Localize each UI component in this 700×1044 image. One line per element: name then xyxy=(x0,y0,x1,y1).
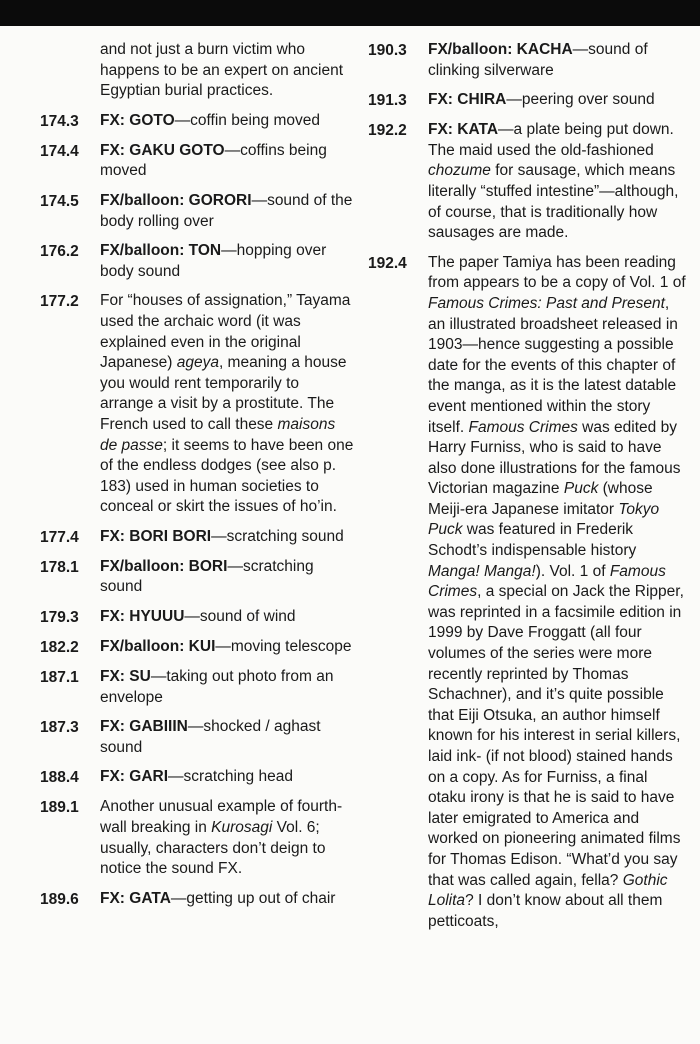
fx-description: a plate being put down. xyxy=(513,121,674,139)
note-177-4 xyxy=(40,527,355,548)
fx-label: FX/balloon: BORI xyxy=(100,557,228,575)
note-number: 187.1 xyxy=(40,669,79,687)
note-190-3 xyxy=(368,40,688,81)
italic-term: Famous Crimes xyxy=(428,562,666,601)
fx-label: FX/balloon: GORORI xyxy=(100,191,252,209)
note-182-2 xyxy=(40,637,355,658)
note-187-3 xyxy=(40,717,355,758)
note-number: 190.3 xyxy=(368,42,407,59)
text-run: Another unusual example of fourth-wall breaking in xyxy=(100,798,343,837)
note-192-2 xyxy=(368,120,688,244)
italic-term: Famous Crimes xyxy=(468,418,578,436)
note-number: 174.3 xyxy=(40,112,79,130)
note-text: FX: GABIIIN—shocked / aghast sound xyxy=(100,718,321,756)
note-174-5 xyxy=(40,191,355,232)
note-number: 191.3 xyxy=(368,92,407,110)
note-179-3 xyxy=(40,607,355,628)
note-number: 174.4 xyxy=(40,142,79,160)
note-177-2 xyxy=(40,291,355,518)
note-text: FX/balloon: BORI—scratching sound xyxy=(100,557,314,596)
note-number: 189.1 xyxy=(40,799,79,817)
note-text xyxy=(428,253,688,933)
fx-label: FX: SU xyxy=(100,668,151,686)
fx-label: FX: GOTO xyxy=(100,111,175,129)
note-text: FX: HYUUU—sound of wind xyxy=(100,608,296,626)
top-edge-bar xyxy=(0,0,700,26)
text-run: Vol. 6; usually, characters don’t deign to notice the sound FX. xyxy=(100,819,326,878)
fx-label: FX: GAKU GOTO xyxy=(100,141,225,159)
fx-description: scratching sound xyxy=(226,527,344,545)
fx-description: getting up out of chair xyxy=(186,889,336,907)
note-189-1 xyxy=(40,797,355,879)
fx-label: FX/balloon: KACHA xyxy=(428,41,573,58)
italic-term: Kurosagi xyxy=(211,819,273,837)
note-number: 174.5 xyxy=(40,192,79,210)
text-run: was edited by Harry Furniss, who is said to have also done illustrations for the famous Victorian magazine xyxy=(428,418,681,498)
fx-description: scratching sound xyxy=(100,557,314,596)
italic-term: Famous Crimes: Past and Present xyxy=(428,294,665,312)
fx-label: FX/balloon: KUI xyxy=(100,638,216,656)
text-run: The maid used the old-fashioned xyxy=(428,141,654,159)
note-text: FX: GARI—scratching head xyxy=(100,768,293,786)
note-text: FX: GATA—getting up out of chair xyxy=(100,889,336,907)
text-run: , an illustrated broadsheet released in 1903—hence suggesting a possible date for the events of this chapter of the manga, as it is the latest datable event mentioned within the story itself. xyxy=(428,294,678,436)
fx-description: coffin being moved xyxy=(190,111,320,129)
note-text: FX/balloon: TON—hopping over body sound xyxy=(100,242,327,280)
note-text: FX: KATA—a plate being put down. The maid used the old-fashioned chozume for sausage, which means literally “stuffed intestine”—although, of course, that is traditionally how sausages are made. xyxy=(428,121,679,242)
text-run: ? I don’t know about all them petticoats, xyxy=(428,892,663,930)
left-column xyxy=(40,40,355,919)
note-number: 192.4 xyxy=(368,254,407,272)
note-187-1 xyxy=(40,667,355,708)
note-number: 176.2 xyxy=(40,243,79,261)
fx-label: FX: GATA xyxy=(100,889,171,907)
note-text: FX/balloon: KUI—moving telescope xyxy=(100,638,352,656)
note-text: FX/balloon: GORORI—sound of the body rolling over xyxy=(100,191,353,230)
text-run: (whose Meiji-era Japanese imitator xyxy=(428,480,653,518)
text-run: , meaning a house you would rent temporarily to arrange a visit by a prostitute. The French used to call these xyxy=(100,354,347,433)
note-176-2 xyxy=(40,241,355,282)
note-text: FX: SU—taking out photo from an envelope xyxy=(100,668,334,706)
text-run: ). Vol. 1 of xyxy=(535,562,610,580)
italic-term: Tokyo Puck xyxy=(428,500,660,539)
text-run: ; it seems to have been one of the endless dodges (see also p. 183) used in human societies to conceal or skirt the issues of ho’in. xyxy=(100,436,354,516)
fx-label: FX: KATA xyxy=(428,121,499,139)
italic-term: Puck xyxy=(563,480,599,498)
note-number: 192.2 xyxy=(368,122,407,140)
italic-term: Gothic Lolita xyxy=(428,871,668,910)
fx-description: sound of the body rolling over xyxy=(100,191,353,230)
note-text xyxy=(100,797,355,879)
note-number: 189.6 xyxy=(40,890,79,908)
fx-description: scratching head xyxy=(183,768,293,786)
note-number: 177.4 xyxy=(40,528,79,546)
note-174-3 xyxy=(40,111,355,132)
fx-description: moving telescope xyxy=(230,638,352,656)
italic-term: ageya xyxy=(176,354,219,372)
fx-label: FX: CHIRA xyxy=(428,91,507,109)
note-number: 187.3 xyxy=(40,719,79,737)
note-text: FX: BORI BORI—scratching sound xyxy=(100,527,344,545)
fx-label: FX/balloon: TON xyxy=(100,242,222,260)
fx-description: peering over sound xyxy=(521,91,655,109)
note-192-4 xyxy=(368,253,688,933)
note-number: 177.2 xyxy=(40,293,79,311)
fx-label: FX: HYUUU xyxy=(100,608,185,626)
note-number: 182.2 xyxy=(40,639,79,657)
fx-description: hopping over body sound xyxy=(100,242,327,280)
continued-text: and not just a burn victim who happens to be an expert on ancient Egyptian burial practices. xyxy=(100,41,344,100)
note-189-6 xyxy=(40,889,355,910)
note-text xyxy=(100,291,355,518)
note-text: FX: GAKU GOTO—coffins being moved xyxy=(100,141,327,180)
italic-term: maisons de passe xyxy=(100,415,336,454)
note-number: 188.4 xyxy=(40,769,79,787)
italic-term: Manga! Manga! xyxy=(428,562,536,580)
text-run: for sausage, which means literally “stuffed intestine”—although, of course, that is traditionally how sausages are made. xyxy=(428,162,679,242)
note-text: FX: CHIRA—peering over sound xyxy=(428,91,655,109)
note-174-4 xyxy=(40,141,355,182)
fx-description: shocked / aghast sound xyxy=(100,718,321,756)
note-number: 178.1 xyxy=(40,558,79,576)
text-run: For “houses of assignation,” Tayama used the archaic word (it was explained even in the original Japanese) xyxy=(100,292,351,372)
fx-description: taking out photo from an envelope xyxy=(100,668,334,706)
text-run: was featured in Frederik Schodt’s indispensable history xyxy=(428,521,637,560)
right-column xyxy=(368,40,688,941)
italic-term: chozume xyxy=(428,162,491,180)
note-text: FX/balloon: KACHA—sound of clinking silverware xyxy=(428,41,648,79)
note-number: 179.3 xyxy=(40,609,79,627)
text-run: The paper Tamiya has been reading from appears to be a copy of Vol. 1 of xyxy=(428,253,686,292)
note-188-4 xyxy=(40,767,355,788)
note-178-1 xyxy=(40,557,355,598)
fx-label: FX: GARI xyxy=(100,768,169,786)
note-text: FX: GOTO—coffin being moved xyxy=(100,111,320,129)
fx-description: sound of wind xyxy=(199,608,296,626)
text-run: , a special on Jack the Ripper, was reprinted in a facsimile edition in 1999 by Dave Froggatt (all four volumes of the series were more recently reprinted by Thomas Schachner), and it’s quite possible that Eiji Otsuka, an author himself known for his interest in serial killers, laid ink- (if not blood) stained hands on a copy. As for Furniss, a final otaku irony is that he is said to have later emigrated to America and worked on pioneering animated films for Thomas Edison. “What’d you say that was called again, fella? xyxy=(428,583,684,889)
fx-description: coffins being moved xyxy=(100,141,327,180)
fx-label: FX: GABIIIN xyxy=(100,718,188,736)
note-191-3 xyxy=(368,90,688,111)
fx-description: sound of clinking silverware xyxy=(428,41,648,79)
fx-label: FX: BORI BORI xyxy=(100,527,212,545)
